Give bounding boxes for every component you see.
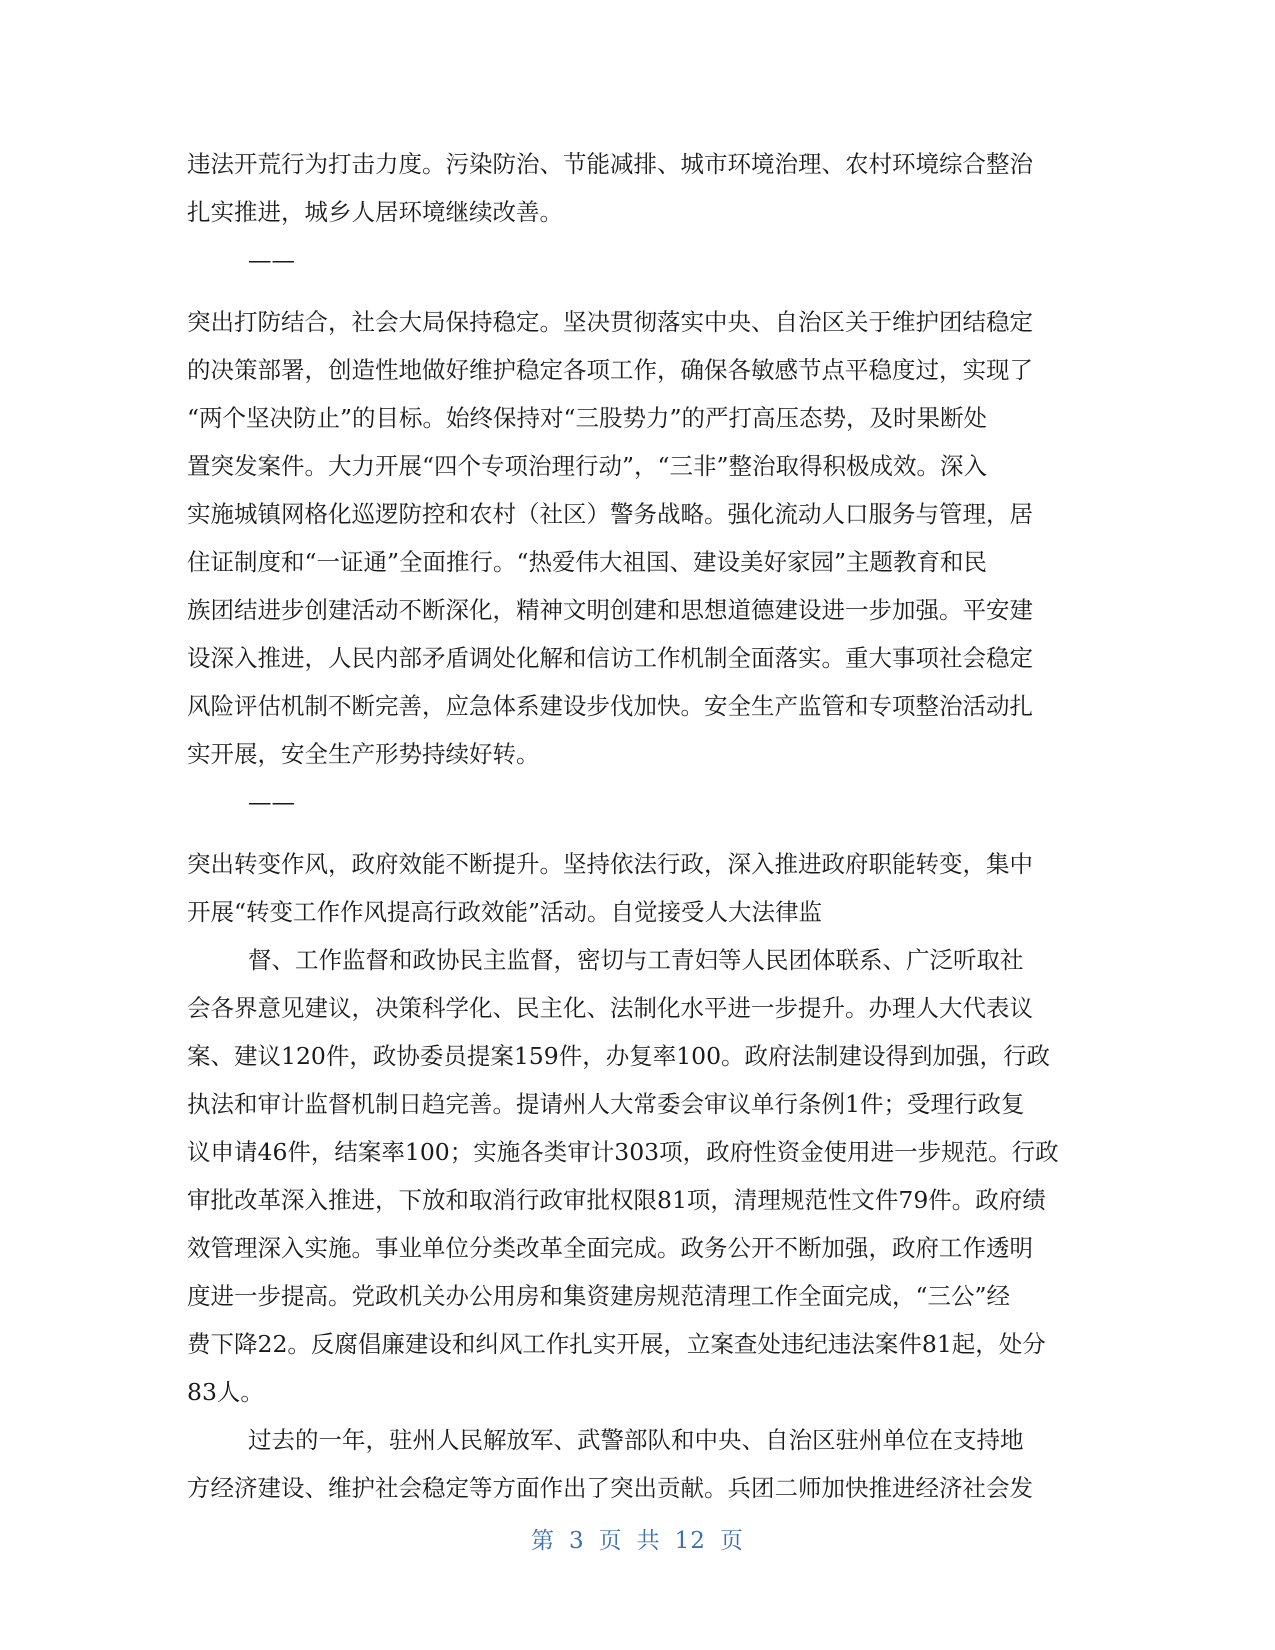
- text-line: 突出转变作风，政府效能不断提升。坚持依法行政，深入推进政府职能转变，集中: [187, 850, 1033, 878]
- text-line: 开展“转变工作作风提高行政效能”活动。自觉接受人大法律监: [187, 898, 823, 926]
- text-line: “两个坚决防止”的目标。始终保持对“三股势力”的严打高压态势，及时果断处: [187, 404, 988, 432]
- footer-di: 第: [531, 1528, 556, 1554]
- text-line: 违法开荒行为打击力度。污染防治、节能减排、城市环境治理、农村环境综合整治: [187, 150, 1033, 178]
- page-footer: [0, 1522, 1275, 1555]
- text-line: 突出打防结合，社会大局保持稳定。坚决贯彻落实中央、自治区关于维护团结稳定: [187, 308, 1033, 336]
- text-line: 督、工作监督和政协民主监督，密切与工青妇等人民团体联系、广泛听取社: [248, 946, 1024, 974]
- text-line: 效管理深入实施。事业单位分类改革全面完成。政务公开不断加强，政府工作透明: [187, 1234, 1033, 1262]
- text-line: 费下降22。反腐倡廉建设和纠风工作扎实开展，立案查处违纪违法案件81起，处分: [187, 1330, 1046, 1358]
- text-line: 执法和审计监督机制日趋完善。提请州人大常委会审议单行条例1件；受理行政复: [187, 1090, 1025, 1118]
- text-line: 设深入推进，人民内部矛盾调处化解和信访工作机制全面落实。重大事项社会稳定: [187, 644, 1033, 672]
- text-line: 审批改革深入推进，下放和取消行政审批权限81项，清理规范性文件79件。政府绩: [187, 1186, 1046, 1214]
- text-line: 扎实推进，城乡人居环境继续改善。: [187, 198, 563, 226]
- text-line: 族团结进步创建活动不断深化，精神文明创建和思想道德建设进一步加强。平安建: [187, 596, 1033, 624]
- text-line: 风险评估机制不断完善，应急体系建设步伐加快。安全生产监管和专项整治活动扎: [187, 692, 1033, 720]
- footer-total-pages: 12: [674, 1528, 706, 1554]
- text-line: 过去的一年，驻州人民解放军、武警部队和中央、自治区驻州单位在支持地: [248, 1426, 1024, 1454]
- footer-ye: 页: [719, 1528, 744, 1554]
- text-line: 实施城镇网格化巡逻防控和农村（社区）警务战略。强化流动人口服务与管理，居: [187, 500, 1033, 528]
- text-line: 置突发案件。大力开展“四个专项治理行动”，“三非”整治取得积极成效。深入: [187, 452, 988, 480]
- text-line: 83人。: [187, 1378, 264, 1406]
- text-line: 的决策部署，创造性地做好维护稳定各项工作，确保各敏感节点平稳度过，实现了: [187, 356, 1033, 384]
- dash-marker: ——: [248, 246, 295, 274]
- dash-marker: ——: [248, 788, 295, 816]
- footer-current-page: 3: [569, 1528, 585, 1554]
- document-body: [187, 140, 1087, 1512]
- text-line: 会各界意见建议，决策科学化、民主化、法制化水平进一步提升。办理人大代表议: [187, 994, 1033, 1022]
- footer-gong: 共: [636, 1528, 661, 1554]
- text-line: 议申请46件，结案率100；实施各类审计303项，政府性资金使用进一步规范。行政: [187, 1138, 1059, 1166]
- text-line: 案、建议120件，政协委员提案159件，办复率100。政府法制建设得到加强，行政: [187, 1042, 1051, 1070]
- text-line: 度进一步提高。党政机关办公用房和集资建房规范清理工作全面完成，“三公”经: [187, 1282, 1011, 1310]
- text-line: 实开展，安全生产形势持续好转。: [187, 740, 540, 768]
- text-line: 方经济建设、维护社会稳定等方面作出了突出贡献。兵团二师加快推进经济社会发: [187, 1474, 1033, 1502]
- footer-ye: 页: [598, 1528, 623, 1554]
- text-line: 住证制度和“一证通”全面推行。“热爱伟大祖国、建设美好家园”主题教育和民: [187, 548, 988, 576]
